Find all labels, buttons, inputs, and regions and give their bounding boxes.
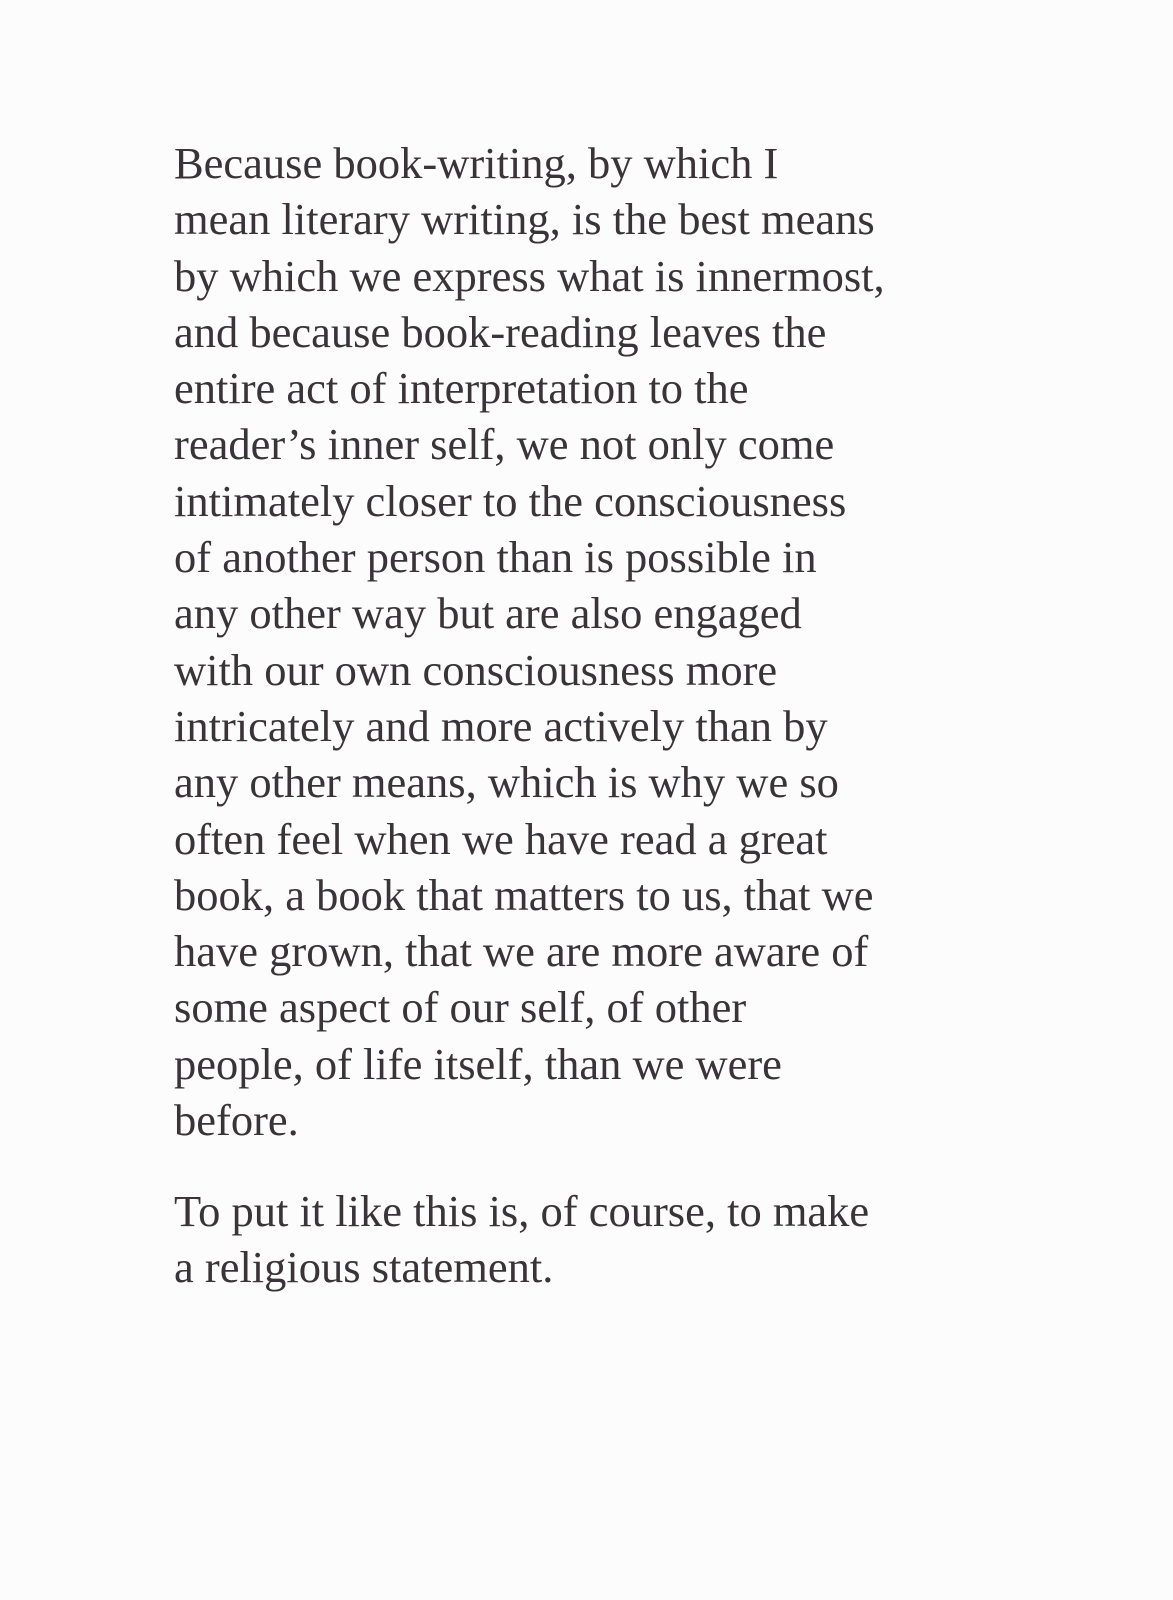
text-line: some aspect of our self, of other — [174, 982, 747, 1033]
text-line: To put it like this is, of course, to make — [174, 1186, 870, 1236]
text-line: people, of life itself, than we were — [174, 1038, 782, 1089]
text-line: mean literary writing, is the best means — [174, 194, 875, 245]
text-line: book, a book that matters to us, that we — [174, 869, 874, 920]
text-line: intricately and more actively than by — [174, 700, 828, 751]
text-line: any other way but are also engaged — [174, 588, 802, 639]
text-line: a religious statement. — [174, 1242, 554, 1293]
text-line: by which we express what is innermost, — [174, 250, 885, 301]
text-line: of another person than is possible in — [174, 532, 817, 583]
text-line: Because book-writing, by which I — [174, 138, 779, 188]
text-line: intimately closer to the consciousness — [174, 475, 847, 526]
text-line: reader’s inner self, we not only come — [174, 419, 835, 470]
text-line: often feel when we have read a great — [174, 813, 828, 864]
text-line: and because book-reading leaves the — [174, 306, 827, 357]
paragraph-1 — [174, 135, 885, 1148]
text-line: have grown, that we are more aware of — [174, 926, 869, 977]
text-line: entire act of interpretation to the — [174, 363, 749, 414]
text-line: any other means, which is why we so — [174, 757, 839, 808]
paragraph-2 — [174, 1183, 869, 1296]
text-line: with our own consciousness more — [174, 644, 778, 695]
text-line: before. — [174, 1095, 299, 1146]
